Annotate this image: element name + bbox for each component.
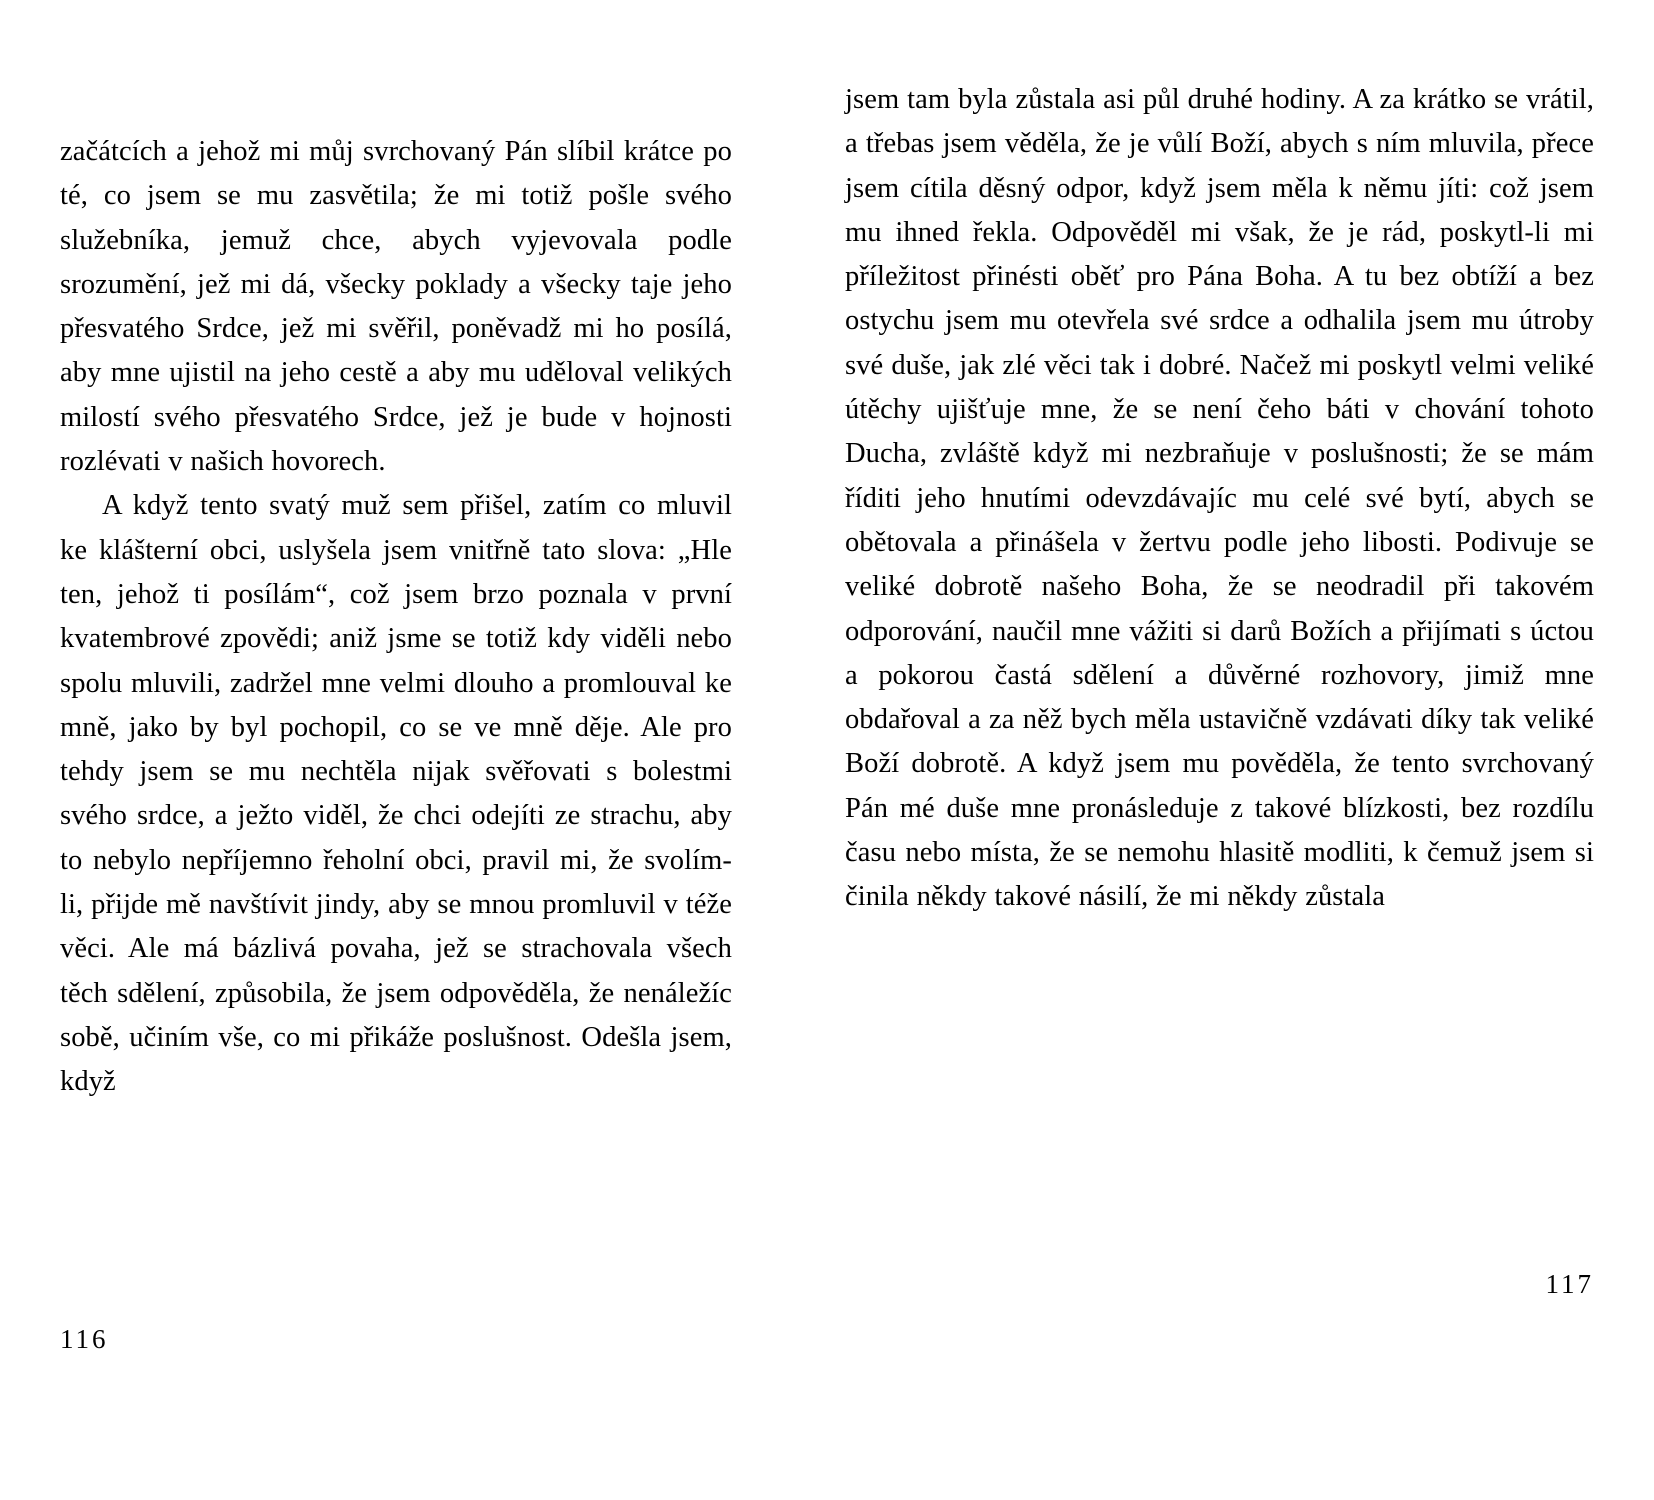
page-number-left: 116 bbox=[60, 1324, 109, 1354]
paragraph: A když tento svatý muž sem přišel, zatím co mluvil ke klášterní obci, uslyšela jsem vnitřně tato slova: „Hle ten, jehož ti posílám“, což jsem brzo poznala v první kvatembrové zpovědi; aniž jsme se totiž kdy viděli nebo spolu mluvili, zadržel mne velmi dlouho a promlouval ke mně, jako by byl pochopil, co se ve mně děje. Ale pro tehdy jsem se mu nechtěla nijak svěřovati s bolestmi svého srdce, a ježto viděl, že chci odejíti ze strachu, aby to nebylo nepříjemno řeholní obci, pravil mi, že svolím-li, přijde mě navštívit jindy, aby se mnou promluvil v téže věci. Ale má bázlivá povaha, jež se strachovala všech těch sdělení, způsobila, že jsem odpověděla, že nenáležíc sobě, učiním vše, co mi přikáže poslušnost. Odešla jsem, když bbox=[60, 490, 732, 1098]
page-number-right: 117 bbox=[1545, 1269, 1594, 1299]
page-right-textblock bbox=[845, 78, 1594, 920]
page-left-textblock bbox=[60, 130, 732, 1105]
paragraph: jsem tam byla zůstala asi půl druhé hodiny. A za krátko se vrátil, a třebas jsem věděla, že je vůlí Boží, abych s ním mluvila, přece jsem cítila děsný odpor, když jsem měla k němu jíti: což jsem mu ihned řekla. Odpověděl mi však, že je rád, poskytl-li mi příležitost přinésti oběť pro Pána Boha. A tu bez obtíží a bez ostychu jsem mu otevřela své srdce a odhalila jsem mu útroby své duše, jak zlé věci tak i dobré. Načež mi poskytl velmi veliké útěchy ujišťuje mne, že se není čeho báti v chování tohoto Ducha, zvláště když mi nezbraňuje v poslušnosti; že se mám říditi jeho hnutími odevzdávajíc mu celé své bytí, abych se obětovala a přinášela v žertvu podle jeho libosti. Podivuje se veliké dobrotě našeho Boha, že se neodradil při takovém odporování, naučil mne vážiti si darů Božích a přijímati s úctou a pokorou častá sdělení a důvěrné rozhovory, jimiž mne obdařoval a za něž bych měla ustavičně vzdávati díky tak veliké Boží dobrotě. A když jsem mu pověděla, že tento svrchovaný Pán mé duše mne pronásleduje z takové blízkosti, bez rozdílu času nebo místa, že se nemohu hlasitě modliti, k čemuž jsem si činila někdy takové násilí, že mi někdy zůstala bbox=[845, 84, 1594, 913]
page-right bbox=[827, 0, 1654, 1500]
paragraph: začátcích a jehož mi můj svrchovaný Pán slíbil krátce po té, co jsem se mu zasvětila; že mi totiž pošle svého služebníka, jemuž chce, abych vyjevovala podle srozumění, jež mi dá, všecky poklady a všecky taje jeho přesvatého Srdce, jež mi svěřil, poněvadž mi ho posílá, aby mne ujistil na jeho cestě a aby mu uděloval velikých milostí svého přesvatého Srdce, jež je bude v hojnosti rozlévati v našich hovorech. bbox=[60, 136, 732, 478]
